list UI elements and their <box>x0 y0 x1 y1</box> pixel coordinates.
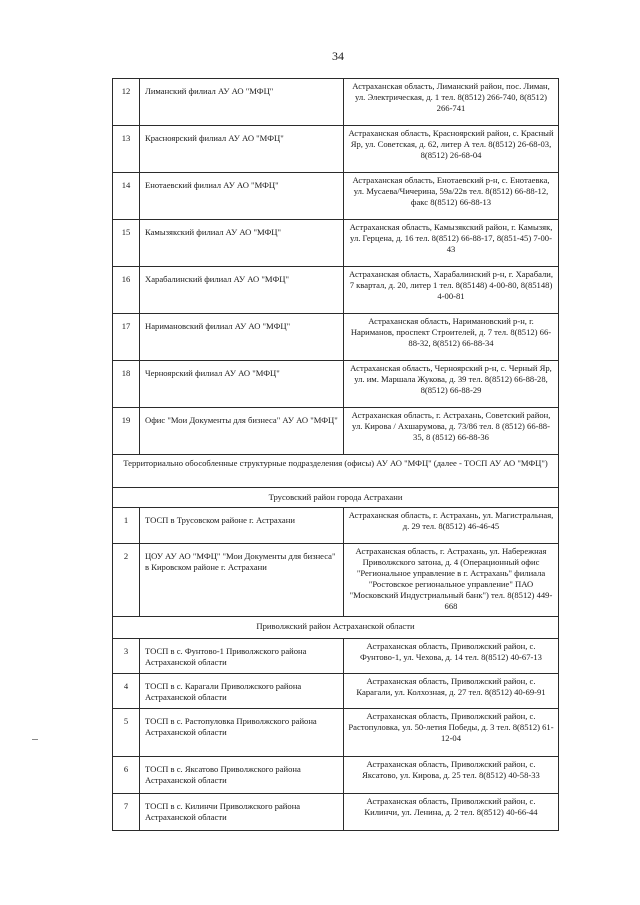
branch-address: Астраханская область, Харабалинский р-н, г. Харабали, 7 квартал, д. 20, литер 1 тел. 8(85148) 4-00-80, 8(85148) 4-00-81 <box>344 267 559 314</box>
mfc-branches-table <box>112 78 559 831</box>
section-title-trusovsky: Трусовский район города Астрахани <box>113 488 559 508</box>
section-row <box>113 488 559 508</box>
table-row <box>113 79 559 126</box>
row-number: 6 <box>113 757 140 794</box>
row-number: 1 <box>113 508 140 544</box>
branch-name: Черноярский филиал АУ АО "МФЦ" <box>140 361 344 408</box>
row-number: 4 <box>113 674 140 709</box>
branch-address: Астраханская область, Приволжский район, с. Карагали, ул. Колхозная, д. 27 тел. 8(8512) 40-69-91 <box>344 674 559 709</box>
table-row <box>113 220 559 267</box>
row-number: 14 <box>113 173 140 220</box>
table-row <box>113 267 559 314</box>
row-number: 3 <box>113 639 140 674</box>
branch-address: Астраханская область, г. Астрахань, ул. Набережная Приволжского затона, д. 4 (Операционный офис "Региональное управление в г. Астрахань" филиала "Ростовское региональное управление" ПАО "Московский Индустриальный банк") тел. 8(8512) 449-668 <box>344 544 559 617</box>
row-number: 15 <box>113 220 140 267</box>
section-row <box>113 617 559 639</box>
row-number: 5 <box>113 709 140 757</box>
branch-address: Астраханская область, Лиманский район, пос. Лиман, ул. Электрическая, д. 1 тел. 8(8512) 266-740, 8(8512) 266-741 <box>344 79 559 126</box>
table-row <box>113 544 559 617</box>
branch-name: ЦОУ АУ АО "МФЦ" "Мои Документы для бизнеса" в Кировском районе г. Астрахани <box>140 544 344 617</box>
table-row <box>113 173 559 220</box>
branch-name: ТОСП в с. Растопуловка Приволжского района Астраханской области <box>140 709 344 757</box>
table-row <box>113 314 559 361</box>
page-number: 34 <box>332 49 344 63</box>
scan-mark <box>32 739 38 740</box>
tosp-header-row <box>113 455 559 488</box>
table-row <box>113 126 559 173</box>
row-number: 13 <box>113 126 140 173</box>
table-row <box>113 361 559 408</box>
table-row <box>113 794 559 831</box>
branch-name: ТОСП в с. Фунтово-1 Приволжского района Астраханской области <box>140 639 344 674</box>
branch-name: ТОСП в Трусовском районе г. Астрахани <box>140 508 344 544</box>
row-number: 7 <box>113 794 140 831</box>
branch-name: ТОСП в с. Килинчи Приволжского района Астраханской области <box>140 794 344 831</box>
branch-address: Астраханская область, Енотаевский р-н, с. Енотаевка, ул. Мусаева/Чичерина, 59а/22в тел. 8(8512) 66-88-12, факс 8(8512) 66-88-13 <box>344 173 559 220</box>
branch-address: Астраханская область, Наримановский р-н, г. Нариманов, проспект Строителей, д. 7 тел. 8(8512) 66-88-32, 8(8512) 66-88-34 <box>344 314 559 361</box>
branch-name: Красноярский филиал АУ АО "МФЦ" <box>140 126 344 173</box>
table-row <box>113 709 559 757</box>
branch-address: Астраханская область, Камызякский район, г. Камызяк, ул. Герцена, д. 16 тел. 8(8512) 66-88-17, 8(851-45) 7-00-43 <box>344 220 559 267</box>
branch-address: Астраханская область, Приволжский район, с. Килинчи, ул. Ленина, д. 2 тел. 8(8512) 40-66-44 <box>344 794 559 831</box>
table-row <box>113 408 559 455</box>
row-number: 19 <box>113 408 140 455</box>
branch-name: ТОСП в с. Яксатово Приволжского района Астраханской области <box>140 757 344 794</box>
table-row <box>113 674 559 709</box>
branch-address: Астраханская область, г. Астрахань, Советский район, ул. Кирова / Ахшарумова, д. 73/86 тел. 8 (8512) 66-88-35, 8 (8512) 66-88-36 <box>344 408 559 455</box>
branch-address: Астраханская область, г. Астрахань, ул. Магистральная, д. 29 тел. 8(8512) 46-46-45 <box>344 508 559 544</box>
row-number: 2 <box>113 544 140 617</box>
branch-name: Наримановский филиал АУ АО "МФЦ" <box>140 314 344 361</box>
branch-address: Астраханская область, Приволжский район, с. Яксатово, ул. Кирова, д. 25 тел. 8(8512) 40-58-33 <box>344 757 559 794</box>
section-title-privolzhsky: Приволжский район Астраханской области <box>113 617 559 639</box>
table-row <box>113 639 559 674</box>
branch-name: Енотаевский филиал АУ АО "МФЦ" <box>140 173 344 220</box>
branch-name: Харабалинский филиал АУ АО "МФЦ" <box>140 267 344 314</box>
branch-address: Астраханская область, Приволжский район, с. Фунтово-1, ул. Чехова, д. 14 тел. 8(8512) 40-67-13 <box>344 639 559 674</box>
branch-address: Астраханская область, Черноярский р-н, с. Черный Яр, ул. им. Маршала Жукова, д. 39 тел. 8(8512) 66-88-28, 8(8512) 66-88-29 <box>344 361 559 408</box>
table-row <box>113 757 559 794</box>
branch-name: Камызякский филиал АУ АО "МФЦ" <box>140 220 344 267</box>
row-number: 16 <box>113 267 140 314</box>
table-row <box>113 508 559 544</box>
tosp-header: Территориально обособленные структурные подразделения (офисы) АУ АО "МФЦ" (далее - ТОСП АУ АО "МФЦ") <box>113 455 559 488</box>
row-number: 12 <box>113 79 140 126</box>
branch-address: Астраханская область, Красноярский район, с. Красный Яр, ул. Советская, д. 62, литер А тел. 8(8512) 26-68-03, 8(8512) 26-68-04 <box>344 126 559 173</box>
row-number: 18 <box>113 361 140 408</box>
branch-address: Астраханская область, Приволжский район, с. Растопуловка, ул. 50-летия Победы, д. 3 тел. 8(8512) 61-12-04 <box>344 709 559 757</box>
branch-name: ТОСП в с. Карагали Приволжского района Астраханской области <box>140 674 344 709</box>
branch-name: Офис "Мои Документы для бизнеса" АУ АО "МФЦ" <box>140 408 344 455</box>
row-number: 17 <box>113 314 140 361</box>
branch-name: Лиманский филиал АУ АО "МФЦ" <box>140 79 344 126</box>
